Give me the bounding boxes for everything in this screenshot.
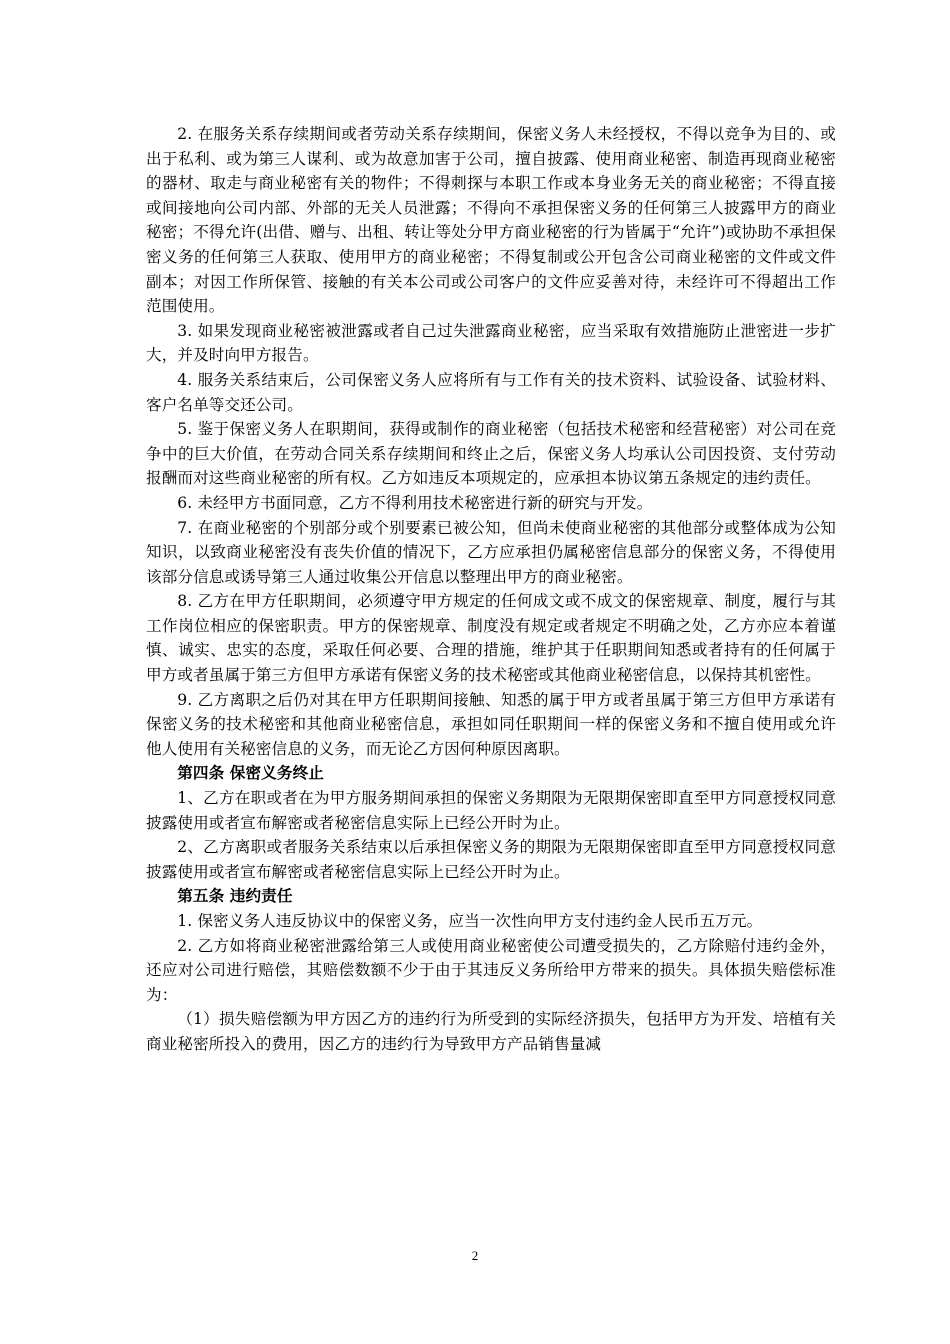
section-heading-4: 第四条 保密义务终止 [177,764,324,783]
document-body [146,122,836,1057]
clause-3-7: 7. 在商业秘密的个别部分或个别要素已被公知，但尚未使商业秘密的其他部分或整体成为公知知识，以致商业秘密没有丧失价值的情况下，乙方应承担仍属秘密信息部分的保密义务，不得使用该部分信息或诱导第三人通过收集公开信息以整理出甲方的商业秘密。 [146,518,836,586]
clause-5-2-1: （1）损失赔偿额为甲方因乙方的违约行为所受到的实际经济损失，包括甲方为开发、培植有关商业秘密所投入的费用，因乙方的违约行为导致甲方产品销售量减 [146,1010,836,1053]
clause-3-2: 2. 在服务关系存续期间或者劳动关系存续期间，保密义务人未经授权，不得以竞争为目的、或出于私利、或为第三人谋利、或为故意加害于公司，擅自披露、使用商业秘密、制造再现商业秘密的器材、取走与商业秘密有关的物件；不得刺探与本职工作或本身业务无关的商业秘密；不得直接或间接地向公司内部、外部的无关人员泄露；不得向不承担保密义务的任何第三人披露甲方的商业秘密；不得允许(出借、赠与、出租、转让等处分甲方商业秘密的行为皆属于“允许”)或协助不承担保密义务的任何第三人获取、使用甲方的商业秘密；不得复制或公开包含公司商业秘密的文件或文件副本；对因工作所保管、接触的有关本公司或公司客户的文件应妥善对待，未经许可不得超出工作范围使用。 [146,125,836,316]
clause-3-8: 8. 乙方在甲方任职期间，必须遵守甲方规定的任何成文或不成文的保密规章、制度，履行与其工作岗位相应的保密职责。甲方的保密规章、制度没有规定或者规定不明确之处，乙方亦应本着谨慎、诚实、忠实的态度，采取任何必要、合理的措施，维护其于任职期间知悉或者持有的任何属于甲方或者虽属于第三方但甲方承诺有保密义务的技术秘密或其他商业秘密信息，以保持其机密性。 [146,592,836,685]
clause-3-4: 4. 服务关系结束后，公司保密义务人应将所有与工作有关的技术资料、试验设备、试验材料、客户名单等交还公司。 [146,370,836,414]
clause-3-6: 6. 未经甲方书面同意，乙方不得利用技术秘密进行新的研究与开发。 [177,493,653,512]
page-number: 2 [471,1248,479,1263]
clause-4-1: 1、乙方在职或者在为甲方服务期间承担的保密义务期限为无限期保密即直至甲方同意授权同意披露使用或者宣布解密或者秘密信息实际上已经公开时为止。 [146,789,836,832]
section-heading-5: 第五条 违约责任 [177,887,293,906]
clause-3-9: 9. 乙方离职之后仍对其在甲方任职期间接触、知悉的属于甲方或者虽属于第三方但甲方承诺有保密义务的技术秘密和其他商业秘密信息，承担如同任职期间一样的保密义务和不擅自使用或允许他人使用有关秘密信息的义务，而无论乙方因何种原因离职。 [146,690,836,758]
clause-3-5: 5. 鉴于保密义务人在职期间，获得或制作的商业秘密（包括技术秘密和经营秘密）对公司在竞争中的巨大价值，在劳动合同关系存续期间和终止之后，保密义务人均承认公司因投资、支付劳动报酬而对这些商业秘密的所有权。乙方如违反本项规定的，应承担本协议第五条规定的违约责任。 [146,420,836,488]
clause-5-2: 2. 乙方如将商业秘密泄露给第三人或使用商业秘密使公司遭受损失的，乙方除赔付违约金外，还应对公司进行赔偿，其赔偿数额不少于由于其违反义务所给甲方带来的损失。具体损失赔偿标准为： [146,936,836,1004]
clause-5-1: 1. 保密义务人违反协议中的保密义务，应当一次性向甲方支付违约金人民币五万元。 [177,912,763,930]
clause-4-2: 2、乙方离职或者服务关系结束以后承担保密义务的期限为无限期保密即直至甲方同意授权同意披露使用或者宣布解密或者秘密信息实际上已经公开时为止。 [146,838,836,881]
clause-3-3: 3. 如果发现商业秘密被泄露或者自己过失泄露商业秘密，应当采取有效措施防止泄密进一步扩大，并及时向甲方报告。 [146,321,836,365]
